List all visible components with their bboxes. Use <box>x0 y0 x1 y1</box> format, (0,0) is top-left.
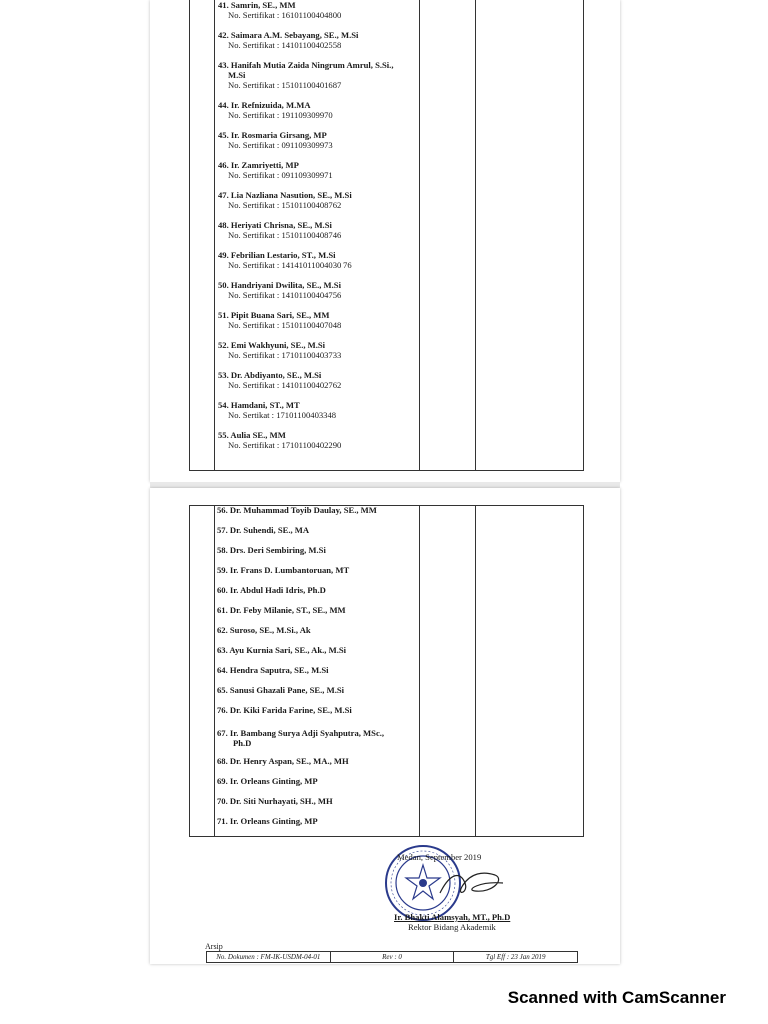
effective-date: Tgl Eff : 23 Jan 2019 <box>485 953 546 961</box>
lecturer-name: 52. Emi Wakhyuni, SE., M.Si <box>218 340 326 350</box>
lecturer-entry <box>217 776 318 786</box>
certificate-number: No. Sertifikat : 14101100402558 <box>228 40 342 50</box>
document-page-2 <box>150 488 620 964</box>
lecturer-entry <box>218 60 393 90</box>
signatory-name: Ir. Bhakti Alamsyah, MT., Ph.D <box>394 912 511 922</box>
doc-number: No. Dokumen : FM-IK-USDM-04-01 <box>207 952 331 962</box>
column-divider <box>214 506 215 836</box>
revision: Rev : 0 <box>331 952 455 962</box>
lecturer-entry <box>218 130 333 150</box>
lecturer-name: 42. Saimara A.M. Sebayang, SE., M.Si <box>218 30 359 40</box>
lecturer-name: 41. Samrin, SE., MM <box>218 0 296 10</box>
lecturer-name: 43. Hanifah Mutia Zaida Ningrum Amrul, S.Si., <box>218 60 394 70</box>
certificate-number: No. Sertifikat : 15101100401687 <box>228 80 342 90</box>
lecturer-name: 54. Hamdani, ST., MT <box>218 400 300 410</box>
certificate-number: No. Sertifikat : 14101100404756 <box>228 290 342 300</box>
certificate-number: No. Sertifikat : 191109309970 <box>228 110 333 120</box>
lecturer-name: 63. Ayu Kurnia Sari, SE., Ak., M.Si <box>217 645 347 655</box>
column-divider <box>214 0 215 470</box>
camscanner-watermark: Scanned with CamScanner <box>507 988 726 1007</box>
lecturer-name: 61. Dr. Feby Milanie, ST., SE., MM <box>217 605 346 615</box>
lecturer-name: 45. Ir. Rosmaria Girsang, MP <box>218 130 327 140</box>
lecturer-name: 71. Ir. Orleans Ginting, MP <box>217 816 318 826</box>
lecturer-entry <box>218 160 333 180</box>
lecturer-entry <box>217 625 311 635</box>
certificate-number: No. Sertifikat : 14101100402762 <box>228 380 342 390</box>
lecturer-entry <box>218 250 352 270</box>
lecturer-entry <box>218 190 352 210</box>
lecturer-name: 65. Sanusi Ghazali Pane, SE., M.Si <box>217 685 345 695</box>
lecturer-entry <box>218 30 358 50</box>
lecturer-name: 48. Heriyati Chrisna, SE., M.Si <box>218 220 332 230</box>
arsip-label: Arsip <box>205 942 223 951</box>
lecturer-entry <box>217 505 377 515</box>
lecturer-name: 46. Ir. Zamriyetti, MP <box>218 160 299 170</box>
column-divider <box>475 506 476 836</box>
lecturer-entry <box>218 430 341 450</box>
certificate-number: No. Sertifikat : 15101100408746 <box>228 230 342 240</box>
column-divider <box>419 0 420 470</box>
column-divider <box>475 0 476 470</box>
lecturer-entry <box>217 525 309 535</box>
lecturer-name: 47. Lia Nazliana Nasution, SE., M.Si <box>218 190 352 200</box>
lecturer-name-cont: M.Si <box>228 70 246 80</box>
certificate-number: No. Sertifikat : 091109309971 <box>228 170 333 180</box>
certificate-number: No. Sertifikat : 091109309973 <box>228 140 333 150</box>
signatory-title: Rektor Bidang Akademik <box>408 922 496 932</box>
certificate-number: No. Sertifikat : 16101100404800 <box>228 10 342 20</box>
lecturer-entry <box>217 685 344 695</box>
entry-67-continuation: Ph.D <box>233 738 252 748</box>
certificate-number: No. Sertifikat : 17101100402290 <box>228 440 342 450</box>
lecturer-entry <box>218 340 341 360</box>
lecturer-name: 53. Dr. Abdiyanto, SE., M.Si <box>218 370 322 380</box>
certificate-number: No. Sertifikat : 17101100403733 <box>228 350 342 360</box>
lecturer-entry <box>217 585 326 595</box>
lecturer-name: 62. Suroso, SE., M.Si., Ak <box>217 625 311 635</box>
lecturer-name: 69. Ir. Orleans Ginting, MP <box>217 776 318 786</box>
lecturer-name: 60. Ir. Abdul Hadi Idris, Ph.D <box>217 585 326 595</box>
lecturer-name: 51. Pipit Buana Sari, SE., MM <box>218 310 330 320</box>
lecturer-entry <box>217 605 346 615</box>
signature-date: Medan, September 2019 <box>397 852 482 862</box>
lecturer-name: 76. Dr. Kiki Farida Farine, SE., M.Si <box>217 705 352 715</box>
lecturer-name: 49. Febrilian Lestario, ST., M.Si <box>218 250 336 260</box>
lecturer-entry <box>218 400 336 420</box>
lecturer-entry <box>217 728 384 738</box>
lecturer-name: 58. Drs. Deri Sembiring, M.Si <box>217 545 326 555</box>
lecturer-name: 68. Dr. Henry Aspan, SE., MA., MH <box>217 756 349 766</box>
document-footer-table <box>206 951 578 963</box>
lecturer-entry <box>217 545 326 555</box>
lecturer-entry <box>217 565 349 575</box>
lecturer-name: 59. Ir. Frans D. Lumbantoruan, MT <box>217 565 350 575</box>
certificate-number: No. Sertifikat : 15101100407048 <box>228 320 342 330</box>
lecturer-entry <box>217 665 329 675</box>
column-divider <box>419 506 420 836</box>
lecturer-entry <box>218 0 341 20</box>
lecturer-entry <box>218 370 341 390</box>
lecturer-name: 55. Aulia SE., MM <box>218 430 286 440</box>
lecturer-name: 64. Hendra Saputra, SE., M.Si <box>217 665 329 675</box>
lecturer-entry <box>218 280 341 300</box>
lecturer-name: 50. Handriyani Dwilita, SE., M.Si <box>218 280 341 290</box>
lecturer-entry <box>218 220 341 240</box>
certificate-number: No. Sertifikat : 14141011004030 76 <box>228 260 352 270</box>
lecturer-name: 56. Dr. Muhammad Toyib Daulay, SE., MM <box>217 505 377 515</box>
lecturer-name: 44. Ir. Refnizuida, M.MA <box>218 100 311 110</box>
lecturer-name: 57. Dr. Suhendi, SE., MA <box>217 525 310 535</box>
lecturer-entry <box>217 645 346 655</box>
certificate-number: No. Sertifikat : 15101100408762 <box>228 200 342 210</box>
handwritten-signature <box>435 863 510 903</box>
lecturer-entry <box>217 816 318 826</box>
document-page-1 <box>150 0 620 482</box>
lecturer-name: 70. Dr. Siti Nurhayati, SH., MH <box>217 796 333 806</box>
lecturer-entry <box>217 756 349 766</box>
lecturer-entry <box>217 705 352 715</box>
lecturer-name: 67. Ir. Bambang Surya Adji Syahputra, MSc., <box>217 728 385 738</box>
lecturer-entry <box>218 100 333 120</box>
certificate-number: No. Sertikat : 17101100403348 <box>228 410 337 420</box>
lecturer-entry <box>218 310 341 330</box>
lecturer-entry <box>217 796 333 806</box>
